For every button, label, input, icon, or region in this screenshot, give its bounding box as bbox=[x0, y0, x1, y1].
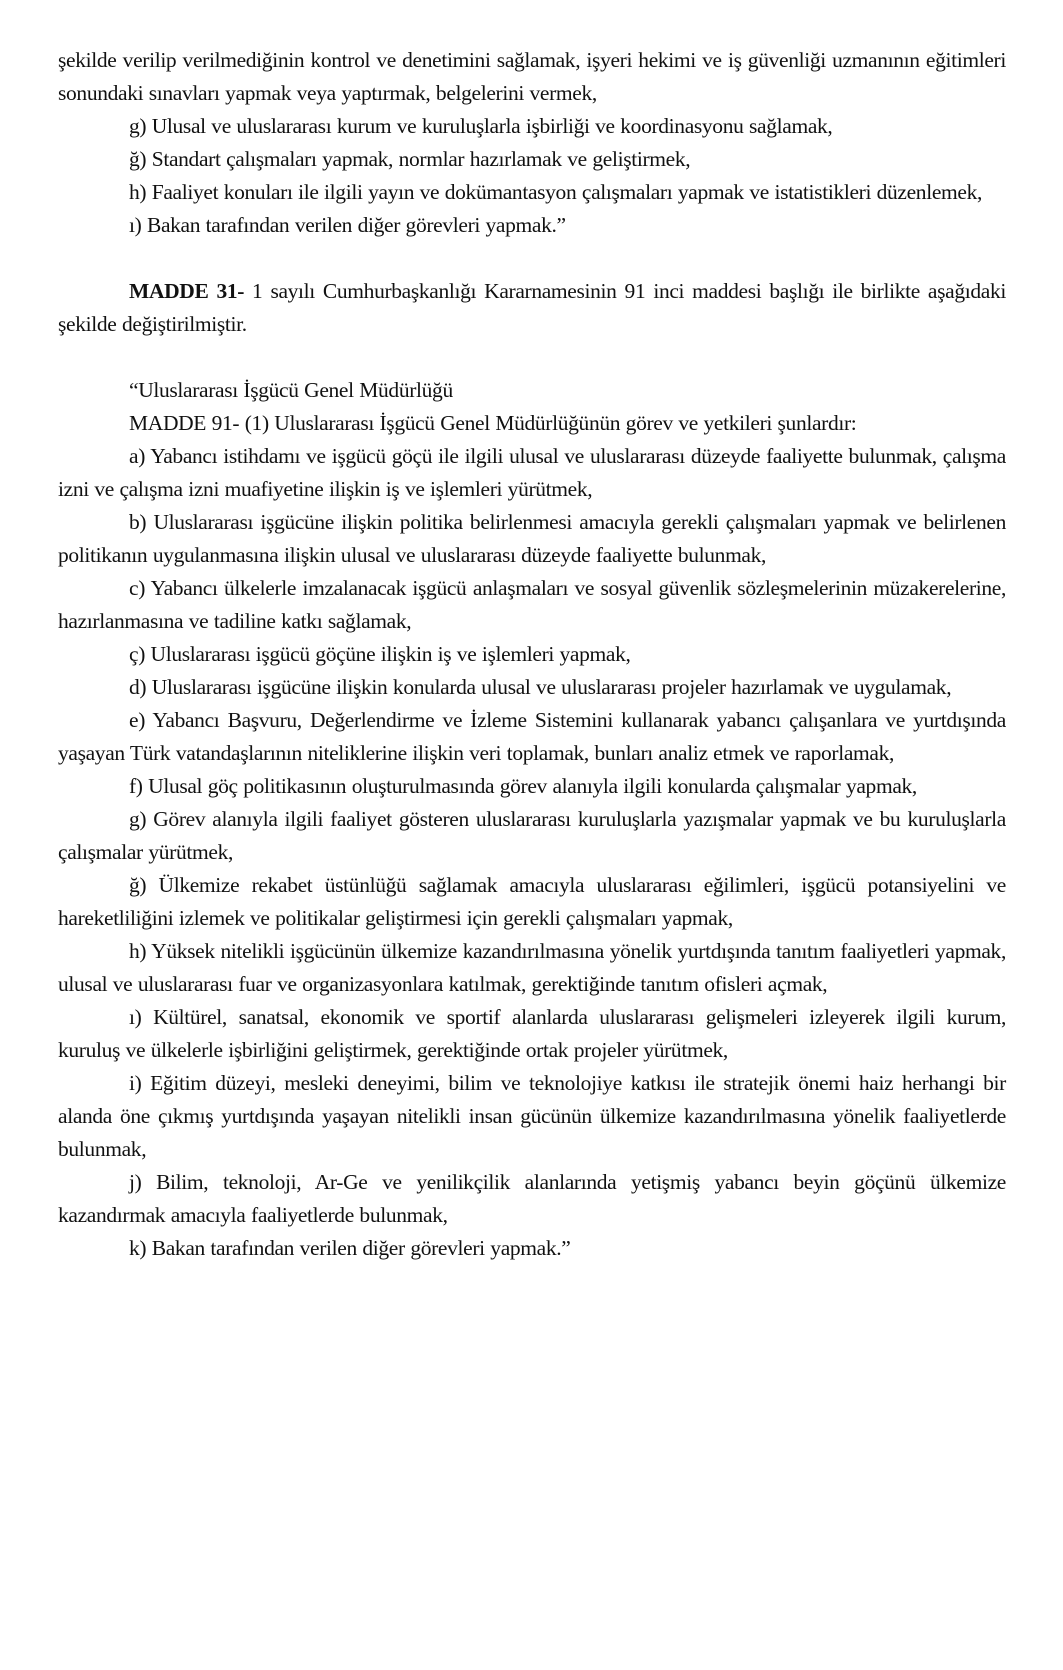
amended-article-heading: “Uluslararası İşgücü Genel Müdürlüğü bbox=[129, 378, 453, 402]
amended-item-gg: ğ) Ülkemize rekabet üstünlüğü sağlamak amacıyla uluslararası eğilimleri, işgücü potansiyelini ve hareketliliğini izlemek ve politikalar geliştirmesi için gerekli çalışmaları yapmak, bbox=[58, 873, 1006, 930]
amended-item-c: c) Yabancı ülkelerle imzalanacak işgücü anlaşmaları ve sosyal güvenlik sözleşmelerinin müzakerelerine, hazırlanmasına ve tadiline katkı sağlamak, bbox=[58, 576, 1006, 633]
amended-article-intro: MADDE 91- (1) Uluslararası İşgücü Genel Müdürlüğünün görev ve yetkileri şunlardır: bbox=[129, 411, 857, 435]
article-31-paragraph bbox=[58, 275, 1006, 341]
prior-item-g: g) Ulusal ve uluslararası kurum ve kuruluşlarla işbirliği ve koordinasyonu sağlamak, bbox=[129, 114, 833, 138]
amended-item-h: h) Yüksek nitelikli işgücünün ülkemize kazandırılmasına yönelik yurtdışında tanıtım faaliyetleri yapmak, ulusal ve uluslararası fuar ve organizasyonlara katılmak, gerektiğinde tanıtım ofisleri açmak, bbox=[58, 939, 1006, 996]
amended-item-e: e) Yabancı Başvuru, Değerlendirme ve İzleme Sistemini kullanarak yabancı çalışanlara ve yurtdışında yaşayan Türk vatandaşlarının niteliklerine ilişkin veri toplamak, bunları analiz etmek ve raporlamak, bbox=[58, 708, 1006, 765]
amended-item-j: j) Bilim, teknoloji, Ar-Ge ve yenilikçilik alanlarında yetişmiş yabancı beyin göçünü ülkemize kazandırmak amacıyla faaliyetlerde bulunmak, bbox=[58, 1170, 1006, 1227]
article-31-label: MADDE 31- bbox=[129, 279, 245, 303]
amended-item-i: i) Eğitim düzeyi, mesleki deneyimi, bilim ve teknolojiye katkısı ile stratejik önemi haiz herhangi bir alanda öne çıkmış yurtdışında yaşayan nitelikli insan gücünün ülkemize kazandırılmasına yönelik faaliyetlerde bulunmak, bbox=[58, 1071, 1006, 1161]
prior-item-gg: ğ) Standart çalışmaları yapmak, normlar hazırlamak ve geliştirmek, bbox=[129, 147, 691, 171]
amended-item-a: a) Yabancı istihdamı ve işgücü göçü ile ilgili ulusal ve uluslararası düzeyde faaliyette bulunmak, çalışma izni ve çalışma izni muafiyetine ilişkin iş ve işlemleri yürütmek, bbox=[58, 444, 1006, 501]
amended-item-b: b) Uluslararası işgücüne ilişkin politika belirlenmesi amacıyla gerekli çalışmaları yapmak ve belirlenen politikanın uygulanmasına ilişkin ulusal ve uluslararası düzeyde faaliyette bulunmak, bbox=[58, 510, 1006, 567]
amended-item-i-dotless: ı) Kültürel, sanatsal, ekonomik ve sportif alanlarda uluslararası gelişmeleri izleyerek ilgili kurum, kuruluş ve ülkelerle işbirliğini geliştirmek, gerektiğinde ortak projeler yürütmek, bbox=[58, 1005, 1006, 1062]
spacer bbox=[58, 242, 1006, 275]
amended-item-cc: ç) Uluslararası işgücü göçüne ilişkin iş ve işlemleri yapmak, bbox=[129, 642, 631, 666]
amended-item-k: k) Bakan tarafından verilen diğer görevleri yapmak.” bbox=[129, 1236, 571, 1260]
document-page bbox=[58, 44, 1006, 1265]
article-31-text: 1 sayılı Cumhurbaşkanlığı Kararnamesinin 91 inci maddesi başlığı ile birlikte aşağıdaki şekilde değiştirilmiştir. bbox=[58, 279, 1006, 336]
prior-item-h: h) Faaliyet konuları ile ilgili yayın ve dokümantasyon çalışmaları yapmak ve istatistikleri düzenlemek, bbox=[129, 180, 983, 204]
continuation-paragraph: şekilde verilip verilmediğinin kontrol ve denetimini sağlamak, işyeri hekimi ve iş güvenliği uzmanının eğitimleri sonundaki sınavları yapmak veya yaptırmak, belgelerini vermek, bbox=[58, 48, 1006, 105]
amended-item-d: d) Uluslararası işgücüne ilişkin konularda ulusal ve uluslararası projeler hazırlamak ve uygulamak, bbox=[129, 675, 952, 699]
prior-item-i-dotless: ı) Bakan tarafından verilen diğer görevleri yapmak.” bbox=[129, 213, 566, 237]
amended-item-g: g) Görev alanıyla ilgili faaliyet gösteren uluslararası kuruluşlarla yazışmalar yapmak ve bu kuruluşlarla çalışmalar yürütmek, bbox=[58, 807, 1006, 864]
amended-item-f: f) Ulusal göç politikasının oluşturulmasında görev alanıyla ilgili konularda çalışmalar yapmak, bbox=[129, 774, 917, 798]
spacer bbox=[58, 341, 1006, 374]
